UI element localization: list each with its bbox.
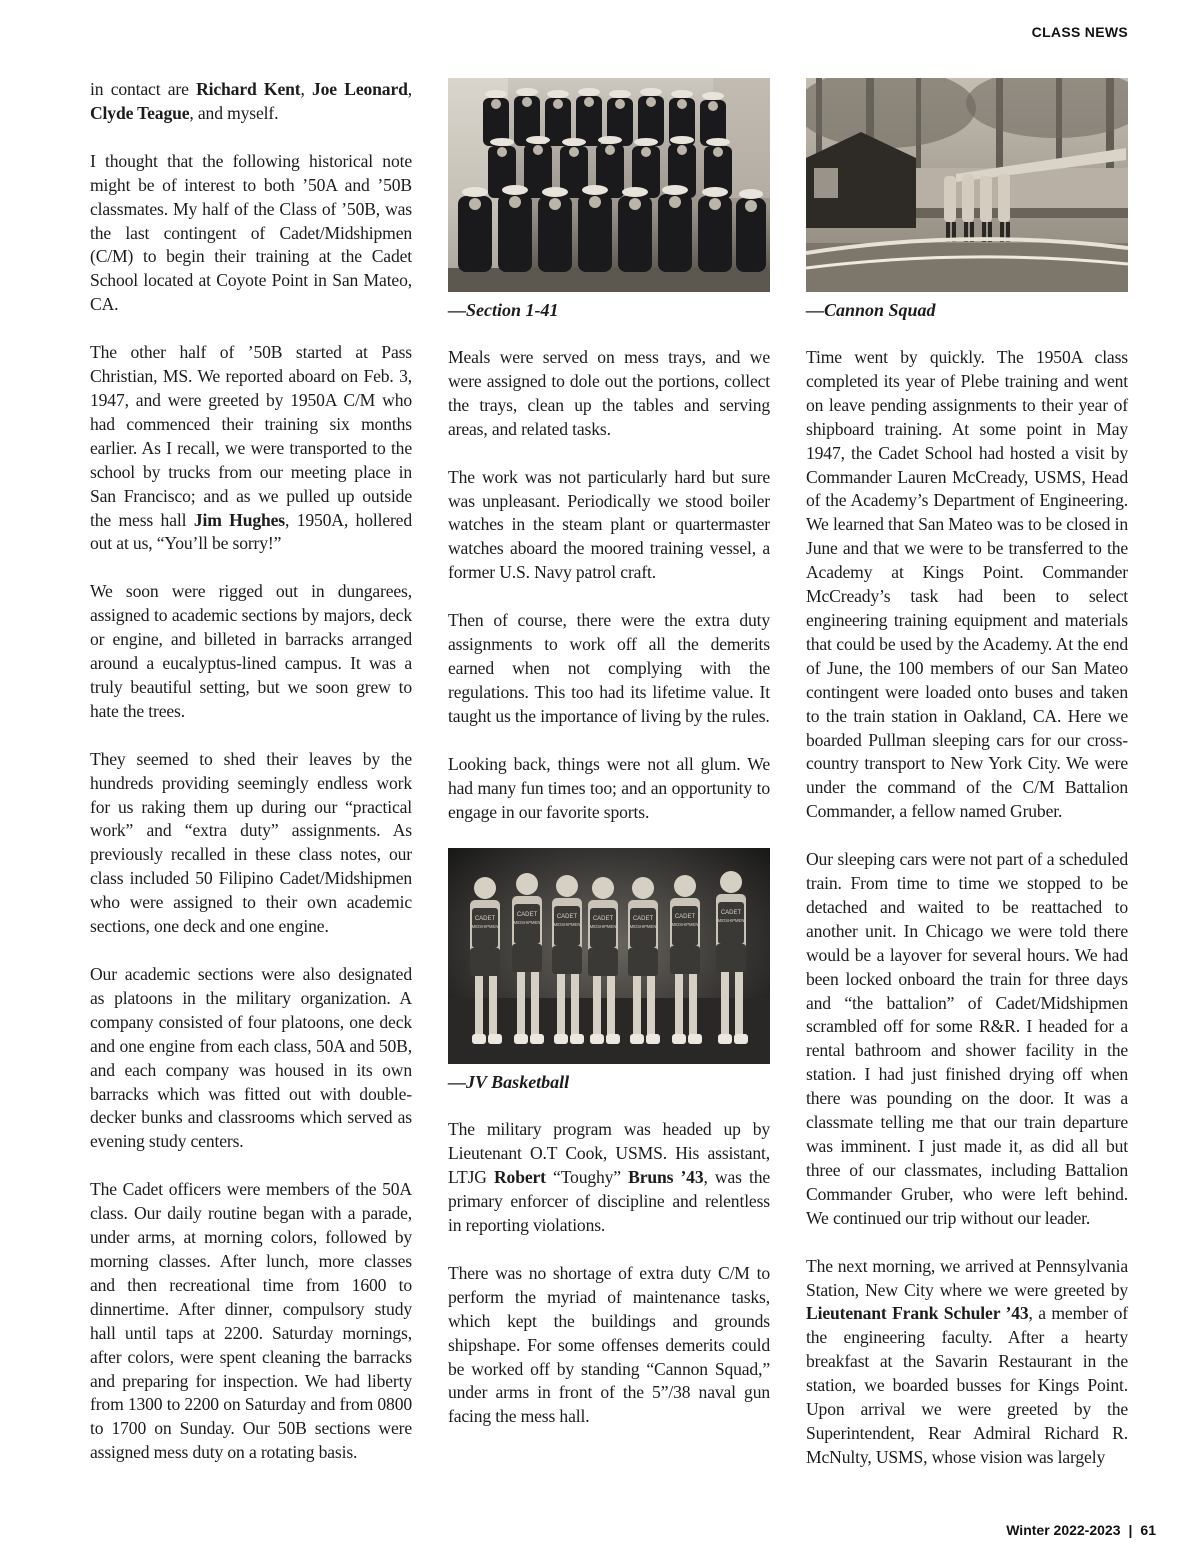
page-footer — [1006, 1522, 1156, 1538]
jersey-lettering: MIDSHIPMEN — [553, 922, 581, 928]
name-bold: Bruns ’43 — [628, 1167, 704, 1188]
name-bold: Jim Hughes — [193, 509, 285, 530]
paragraph: There was no shortage of extra duty C/M to perform the myriad of maintenance tasks, which kept the buildings and grounds shipshape. For some offenses demerits could be worked off by standing “Cannon Squad,” under arms in front of the 5”/38 naval gun facing the mess hall. — [448, 1262, 770, 1427]
paragraph: The Cadet officers were members of the 50A class. Our daily routine began with a parade, under arms, at morning colors, followed by morning classes. After lunch, more classes and then recreational time from 1600 to dinnertime. After dinner, compulsory study hall until taps at 2200. Saturday mornings, after colors, were spent cleaning the barracks and preparing for inspection. We had liberty from 1300 to 2200 on Saturday and from 0800 to 1700 on Sunday. Our 50B sections were assigned mess duty on a rotating basis. — [90, 1179, 412, 1463]
paragraph: We soon were rigged out in dungarees, assigned to academic sections by majors, deck or engine, and billeted in barracks arranged around a eucalyptus-lined campus. It was a truly beautiful setting, but we soon grew to hate the trees. — [90, 581, 412, 721]
cannon-squad-image — [806, 78, 1128, 292]
paragraph: The other half of ’50B started at Pass Christian, MS. We reported aboard on Feb. 3, 1947, and were greeted by 1950A C/M who had commenced their training six months earlier. As I recall, we were transported to the school by trucks from our meeting place in San Francisco; and as we pulled up outside the mess hall Jim Hughes, 1950A, hollered out at us, “You’ll be sorry!” — [90, 342, 412, 554]
name-bold: Richard Kent — [196, 79, 301, 99]
page-number: 61 — [1140, 1522, 1156, 1538]
paragraph: in contact are Richard Kent, Joe Leonard, Clyde Teague, and myself. — [90, 79, 412, 123]
paragraph: Then of course, there were the extra duty assignments to work off all the demerits earned when not complying with the regulations. This too had its lifetime value. It taught us the importance of living by the rules. — [448, 610, 770, 726]
article-column-2 — [448, 78, 770, 1429]
name-bold: Lieutenant Frank Schuler ’43 — [806, 1303, 1029, 1324]
article-column-3 — [806, 78, 1128, 1470]
section-photo — [448, 78, 770, 292]
jersey-lettering: CADET — [516, 912, 538, 919]
name-bold: Clyde Teague — [90, 102, 190, 123]
jv-basketball-team-image — [448, 848, 770, 1064]
jersey-lettering: CADET — [556, 914, 578, 921]
jersey-lettering: MIDSHIPMEN — [471, 924, 499, 930]
cannon-photo — [806, 78, 1128, 292]
paragraph: The next morning, we arrived at Pennsylvania Station, New City where we were greeted by Lieutenant Frank Schuler ’43, a member of the engineering faculty. After a hearty breakfast at the Savarin Restaurant in the station, we boarded busses for Kings Point. Upon arrival we were greeted by the Superintendent, Rear Admiral Richard R. McNulty, USMS, whose vision was largely — [806, 1255, 1128, 1467]
jersey-lettering: MIDSHIPMEN — [717, 918, 745, 924]
article-column-1 — [90, 78, 412, 1465]
jersey-lettering: CADET — [674, 914, 696, 921]
paragraph: I thought that the following historical note might be of interest to both ’50A and ’50B classmates. My half of the Class of ’50B, was the last contingent of Cadet/Midshipmen (C/M) to begin their training at the Cadet School located at Coyote Point in San Mateo, CA. — [90, 150, 412, 315]
name-bold: Robert — [494, 1167, 546, 1188]
section-label: CLASS NEWS — [1031, 24, 1128, 40]
paragraph: They seemed to shed their leaves by the hundreds providing seemingly endless work for us raking them up during our “practical work” and “extra duty” assignments. As previously recalled in these class notes, our class included 50 Filipino Cadet/Midshipmen who were assigned to their own academic sections, one deck and one engine. — [90, 748, 412, 937]
photo-caption: —JV Basketball — [448, 1072, 570, 1093]
section-1-41-group-image — [448, 78, 770, 292]
photo-caption: —Cannon Squad — [806, 300, 936, 320]
paragraph: Our academic sections were also designated as platoons in the military organization. A company consisted of four platoons, one deck and one engine from each class, 50A and 50B, and each company was housed in its own barracks which was fitted out with double-decker bunks and classrooms which served as evening study centers. — [90, 964, 412, 1152]
basketball-photo — [448, 848, 770, 1064]
paragraph: Looking back, things were not all glum. We had many fun times too; and an opportunity to engage in our favorite sports. — [448, 753, 770, 822]
jersey-lettering: CADET — [632, 916, 654, 923]
paragraph: Our sleeping cars were not part of a scheduled train. From time to time we stopped to be detached and waited to be reattached to another unit. In Chicago we were told there would be a layover for several hours. We had been locked onboard the train for three days and “the battalion” of Cadet/Midshipmen scrambled off for some R&R. I headed for a rental bathroom and shower facility in the station. I had just finished drying off when there was pounding on the door. It was a classmate telling me that our train departure was imminent. I just made it, as did all but three of our classmates, including Battalion Commander Gruber, who were left behind. We continued our trip without our leader. — [806, 849, 1128, 1228]
paragraph: Meals were served on mess trays, and we were assigned to dole out the portions, collect the trays, clean up the tables and serving areas, and related tasks. — [448, 347, 770, 439]
jersey-lettering: MIDSHIPMEN — [589, 924, 617, 930]
jersey-lettering: MIDSHIPMEN — [513, 920, 541, 926]
paragraph: The military program was headed up by Lieutenant O.T Cook, USMS. His assistant, LTJG Robert “Toughy” Bruns ’43, was the primary enforcer of discipline and relentless in reporting violations. — [448, 1119, 770, 1236]
jersey-lettering: CADET — [592, 916, 614, 923]
jersey-lettering: CADET — [720, 910, 742, 917]
jersey-lettering: MIDSHIPMEN — [671, 922, 699, 928]
jersey-lettering: MIDSHIPMEN — [629, 924, 657, 930]
photo-caption: —Section 1-41 — [448, 300, 559, 320]
jersey-lettering: CADET — [474, 916, 496, 923]
paragraph: The work was not particularly hard but sure was unpleasant. Periodically we stood boiler watches in the steam plant or quartermaster watches aboard the moored training vessel, a former U.S. Navy patrol craft. — [448, 466, 770, 583]
paragraph: Time went by quickly. The 1950A class completed its year of Plebe training and went on leave pending assignments to their year of shipboard training. At some point in May 1947, the Cadet School had hosted a visit by Commander Lauren McCready, USMS, Head of the Academy’s Department of Engineering. We learned that San Mateo was to be closed in June and that we were to be transferred to the Academy at Kings Point. Commander McCready’s task had been to select engineering training equipment and materials that could be used by the Academy. At the end of June, the 100 members of our San Mateo contingent were loaded onto buses and taken to the train station in Oakland, CA. Here we boarded Pullman sleeping cars for our cross-country transport to New York City. We were under the command of the C/M Battalion Commander, a fellow named Gruber. — [806, 347, 1128, 822]
footer-separator: | — [1128, 1522, 1133, 1538]
issue-label: Winter 2022-2023 — [1006, 1522, 1121, 1538]
name-bold: Joe Leonard — [312, 79, 408, 99]
